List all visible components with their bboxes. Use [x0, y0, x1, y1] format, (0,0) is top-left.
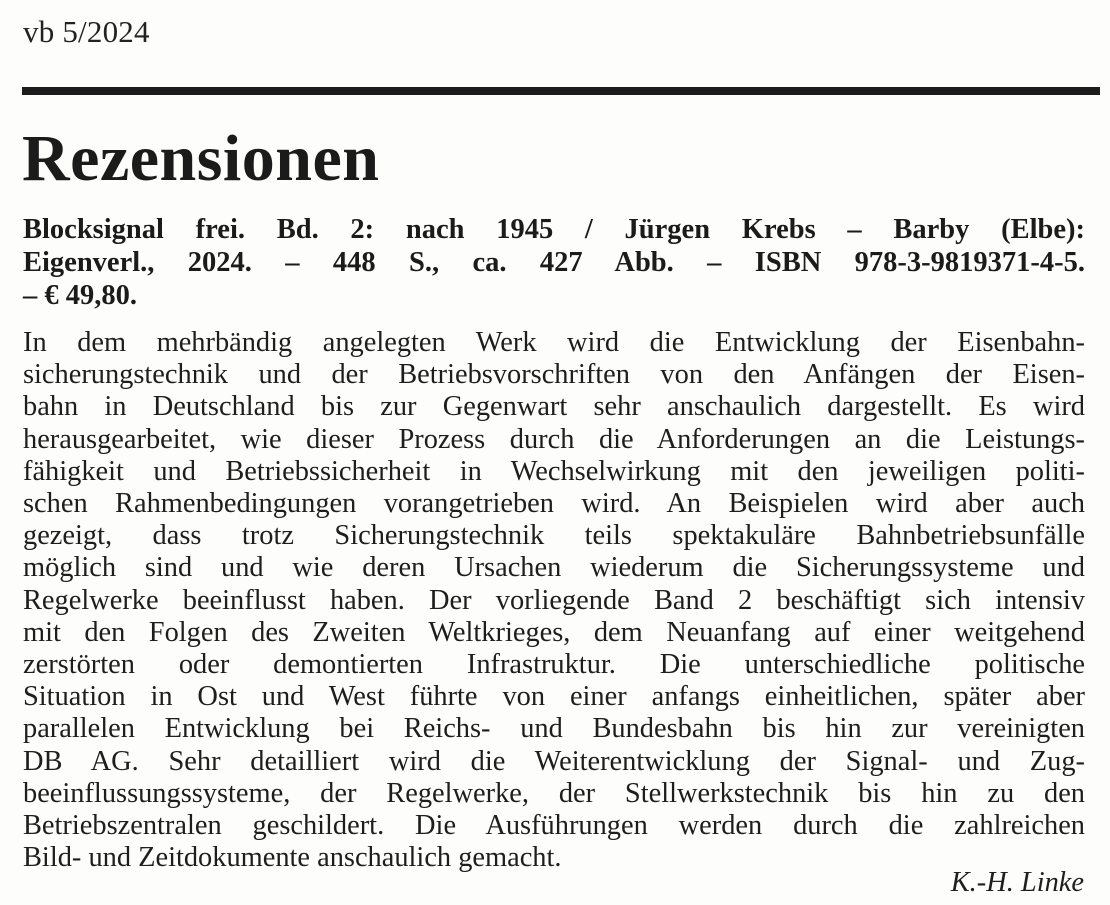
citation-line: – € 49,80. [23, 280, 137, 311]
citation-line: Eigenverl., 2024. – 448 S., ca. 427 Abb. – ISBN 978-3-9819371-4-5. [23, 247, 1085, 278]
book-citation [23, 213, 1085, 312]
body-line: herausgearbeitet, wie dieser Prozess durch die Anforderungen an die Leistungs- [23, 423, 1085, 455]
header-rule [22, 87, 1100, 95]
body-line: gezeigt, dass trotz Sicherungstechnik teils spektakuläre Bahnbetriebsunfälle [23, 520, 1085, 552]
body-line: zerstörten oder demontierten Infrastruktur. Die unterschiedliche politische [23, 649, 1085, 681]
body-line: Bild- und Zeitdokumente anschaulich gemacht. [23, 842, 562, 874]
body-line: mit den Folgen des Zweiten Weltkrieges, dem Neuanfang auf einer weitgehend [23, 616, 1085, 648]
body-line: sicherungstechnik und der Betriebsvorschriften von den Anfängen der Eisen- [23, 359, 1085, 391]
issue-number: vb 5/2024 [23, 14, 150, 49]
body-line: beeinflussungssysteme, der Regelwerke, der Stellwerkstechnik bis hin zu den [23, 777, 1085, 809]
body-line: Regelwerke beeinflusst haben. Der vorliegende Band 2 beschäftigt sich intensiv [23, 584, 1085, 616]
section-title: Rezensionen [22, 122, 380, 195]
body-line: fähigkeit und Betriebssicherheit in Wechselwirkung mit den jeweiligen politi- [23, 455, 1085, 487]
body-line: parallelen Entwicklung bei Reichs- und Bundesbahn bis hin zur vereinigten [23, 713, 1085, 745]
review-body [23, 327, 1085, 874]
body-line: schen Rahmenbedingungen vorangetrieben wird. An Beispielen wird aber auch [23, 488, 1085, 520]
body-line: möglich sind und wie deren Ursachen wiederum die Sicherungssysteme und [23, 552, 1085, 584]
body-line: Situation in Ost und West führte von einer anfangs einheitlichen, später aber [23, 681, 1085, 713]
body-line: Betriebszentralen geschildert. Die Ausführungen werden durch die zahlreichen [23, 810, 1085, 842]
citation-line: Blocksignal frei. Bd. 2: nach 1945 / Jürgen Krebs – Barby (Elbe): [23, 214, 1085, 245]
body-line: bahn in Deutschland bis zur Gegenwart sehr anschaulich dargestellt. Es wird [23, 391, 1085, 423]
body-line: In dem mehrbändig angelegten Werk wird die Entwicklung der Eisenbahn- [23, 327, 1085, 358]
body-line: DB AG. Sehr detailliert wird die Weiterentwicklung der Signal- und Zug- [23, 745, 1085, 777]
review-author: K.-H. Linke [950, 867, 1084, 898]
